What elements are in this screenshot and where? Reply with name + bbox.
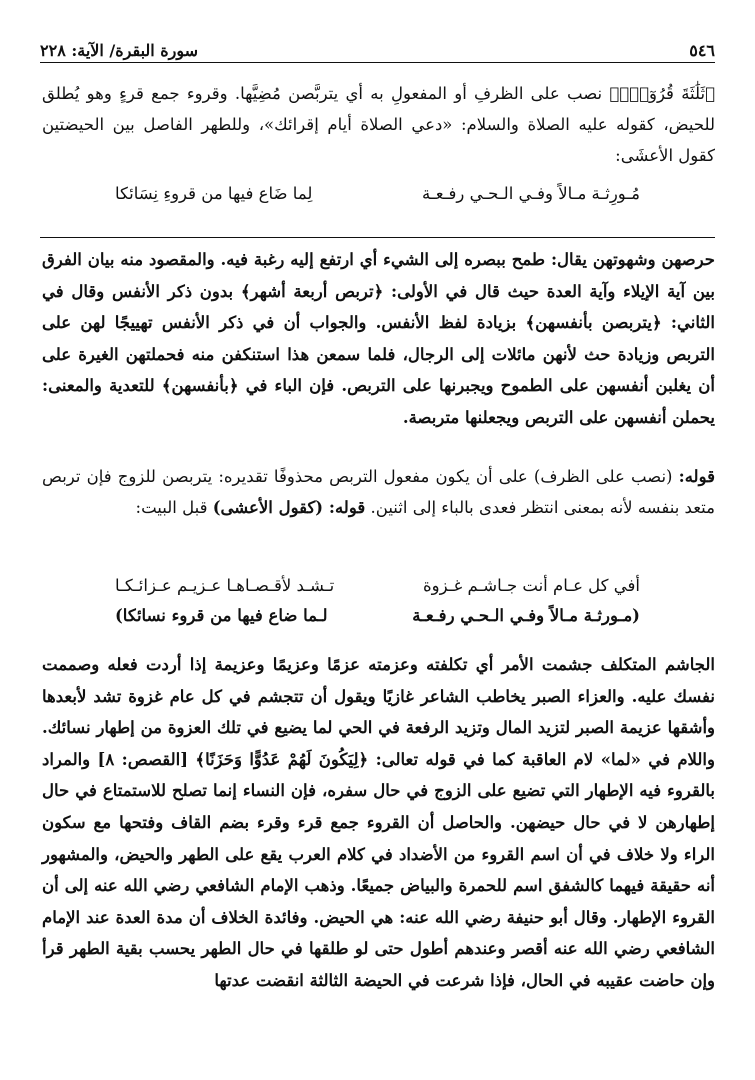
para2-text-a: (نصب على الظرف) على أن يكون مفعول التربص محذوفًا تقديره: يتربصن للزوج فإن تربص متعد بنفسه لأنه بمعنى انتظر فعدى بالباء إلى اثنين. (42, 467, 715, 517)
poem-line-1-first: أفي كل عـام أنت جـاشـم غـزوة (423, 576, 640, 595)
commentary-paragraph-3: الجاشم المتكلف جشمت الأمر أي تكلفته وعزمته عزمًا وعزيمًا وعزيمة إذا أردت فعله وصممت نفسك عليه. والعزاء الصبر يخاطب الشاعر غازيًا ويقول أن تتجشم في كل عام غزوة تشد لأبعدها وأشقها عزيمة الصبر لتزيد المال وتزيد الرفعة في الحي لما يضيع في تلك العزوة من إطهار نسائك. واللام في «لما» لام العاقبة كما في قوله تعالى: ﴿لِيَكُونَ لَهُمْ عَدُوًّا وَحَزَنًا﴾ [القصص: ٨] والمراد بالقروء فيه الإطهار التي تضيع على الزوج في حال سفره، فإن النساء إنما تصلح للاستمتاع في حال إطهارهن لا في حال حيضهن. والحاصل أن القروء جمع قرء وقرء بضم القاف وفتحها مع سكون الراء ولا خلاف في أن اسم القروء من الأضداد في كلام العرب يقع على الطهر والحيض، والمشهور أنه حقيقة فيهما كالشفق اسم للحمرة والبياض جميعًا. وذهب الإمام الشافعي رضي الله عنه إلى أن القروء الإطهار. وقال أبو حنيفة رضي الله عنه: هي الحيض. وفائدة الخلاف أن مدة العدة عند الإمام الشافعي رضي الله عنه أقصر وعندهم أطول حتى لو طلقها في حال الطهر يحسب بقية الطهر قرأ وإن حاضت عقيبه في الحال، فإذا شرعت في الحيضة الثالثة انقضت عدتها (42, 655, 715, 990)
para2-text-c: قبل البيت: (135, 498, 213, 517)
tafsir-text: ﴿ثَلَٰثَةَ قُرُوٓءٍۚ﴾ نصب على الظرفِ أو المفعولِ به أي يتربَّصن مُضِيَّها. وقروء جمع قرءٍ وهو يُطلق للحيض، كقوله عليه الصلاة والسلام: «دعي الصلاة أيام إقرائك»، وللطهر الفاصل بين الحيضتين كقول الأعشَى: (42, 84, 715, 165)
commentary-paragraph-2 (42, 461, 715, 523)
header-divider (40, 62, 715, 63)
surah-title: سورة البقرة/ الآية: ٢٢٨ (40, 41, 199, 60)
para2-quote: (كقول الأعشى) (212, 498, 329, 517)
page-number: ٥٤٦ (689, 41, 715, 60)
tafsir-verse (115, 184, 640, 203)
keyword-qawluh-2: قوله: (328, 498, 366, 517)
poem-line-1 (115, 576, 640, 595)
verse-hemistich-first: مُـورِثـة مـالاً وفـي الـحـي رفـعـة (422, 184, 640, 203)
poem-line-2 (115, 606, 640, 625)
commentary-paragraph: حرصهن وشهوتهن يقال: طمح ببصره إلى الشيء أي ارتفع إليه رغبة فيه. والمقصود منه بيان الفرق بين آية الإيلاء وآية العدة حيث قال في الأولى: ﴿تربص أربعة أشهر﴾ بدون ذكر الأنفس وقال في الثاني: ﴿يتربصن بأنفسهن﴾ بزيادة لفظ الأنفس. والجواب أن في ذكر الأنفس تهييجًا لهن على التربص وزيادة حث لأنهن مائلات إلى الرجال، فلما سمعن هذا استنكفن منه فحملتهن الغيرة على أن يغلبن أنفسهن على الطموح ويجبرنها على التربص. فإن الباء في ﴿بأنفسهن﴾ للتعدية والمعنى: يحملن أنفسهن على التربص ويجعلنها متربصة. (42, 250, 715, 427)
poem-line-1-second: تـشـد لأقـصـاهـا عـزيـم عـزائـكـا (115, 576, 335, 595)
verse-hemistich-second: لِما ضَاع فيها من قروءِ نِسَائكا (115, 184, 313, 203)
poem-line-2-second: لـما ضاع فيها من قروء نسائكا) (115, 606, 328, 625)
poem-line-2-first: (مـورثـة مـالاً وفـي الـحـي رفـعـة (412, 606, 640, 625)
keyword-qawluh: قوله: (678, 467, 715, 486)
section-divider (40, 237, 715, 238)
page-header (40, 34, 715, 60)
